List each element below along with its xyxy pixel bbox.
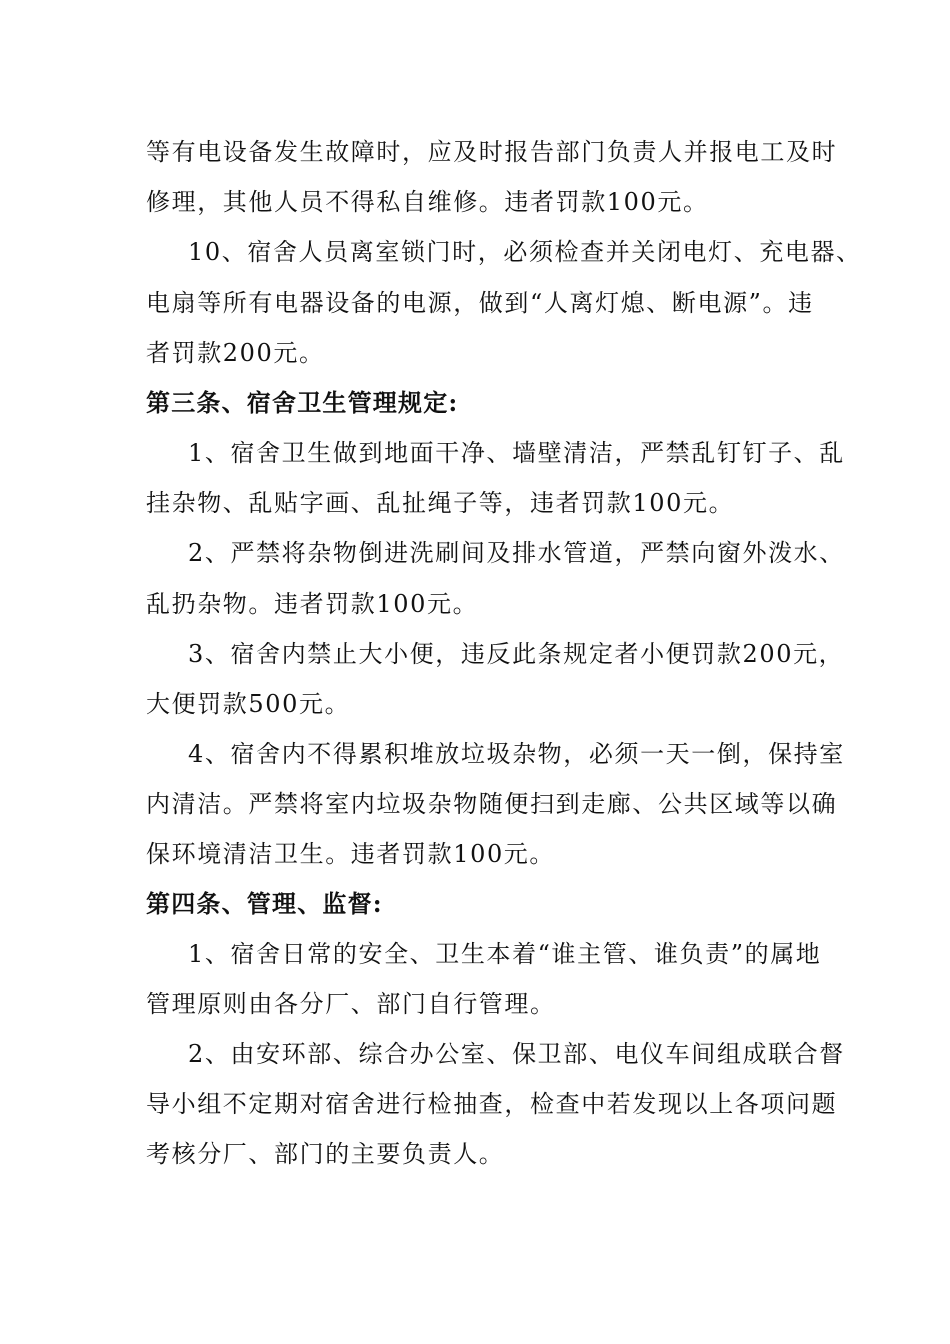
rule-item-4: 4、宿舍内不得累积堆放垃圾杂物，必须一天一倒，保持室: [188, 740, 845, 768]
rule-item-1: 1、宿舍卫生做到地面干净、墙壁清洁，严禁乱钉钉子、乱: [188, 439, 845, 467]
body-line: 保环境清洁卫生。违者罚款100元。: [146, 840, 556, 868]
body-line: 考核分厂、部门的主要负责人。: [146, 1140, 505, 1168]
rule-item-10: 10、宿舍人员离室锁门时，必须检查并关闭电灯、充电器、: [188, 238, 862, 266]
body-line: 修理，其他人员不得私自维修。违者罚款100元。: [146, 188, 709, 216]
body-line: 管理原则由各分厂、部门自行管理。: [146, 990, 556, 1018]
body-line: 乱扔杂物。违者罚款100元。: [146, 590, 479, 618]
section-heading-article-3: 第三条、宿舍卫生管理规定:: [146, 388, 459, 417]
body-line: 大便罚款500元。: [146, 690, 351, 718]
body-line: 内清洁。严禁将室内垃圾杂物随便扫到走廊、公共区域等以确: [146, 790, 838, 818]
body-line: 挂杂物、乱贴字画、乱扯绳子等，违者罚款100元。: [146, 489, 735, 517]
body-line: 者罚款200元。: [146, 339, 325, 367]
rule-item-3: 3、宿舍内禁止大小便，违反此条规定者小便罚款200元，: [188, 640, 845, 668]
body-line: 电扇等所有电器设备的电源，做到“人离灯熄、断电源”。违: [146, 289, 814, 317]
body-line: 等有电设备发生故障时，应及时报告部门负责人并报电工及时: [146, 138, 838, 166]
section-heading-article-4: 第四条、管理、监督:: [146, 889, 383, 918]
body-line: 导小组不定期对宿舍进行检抽查，检查中若发现以上各项问题: [146, 1090, 838, 1118]
rule-item-1: 1、宿舍日常的安全、卫生本着“谁主管、谁负责”的属地: [188, 940, 822, 968]
rule-item-2: 2、由安环部、综合办公室、保卫部、电仪车间组成联合督: [188, 1040, 845, 1068]
rule-item-2: 2、严禁将杂物倒进洗刷间及排水管道，严禁向窗外泼水、: [188, 539, 845, 567]
